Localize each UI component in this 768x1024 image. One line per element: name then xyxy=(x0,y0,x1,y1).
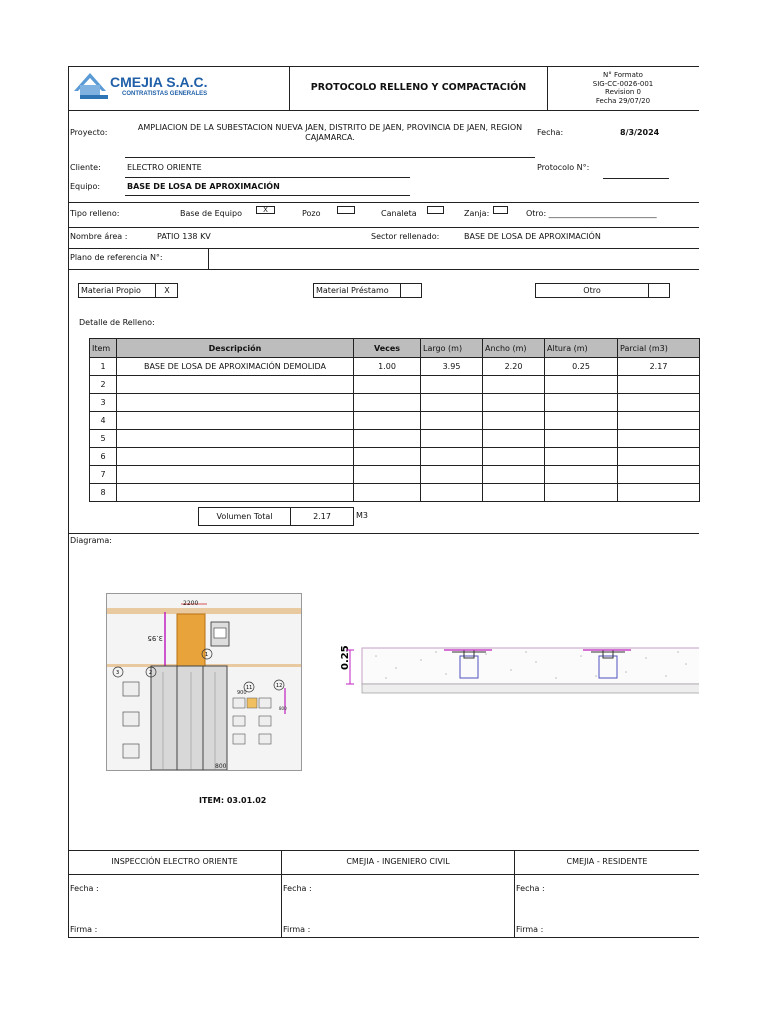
table-cell: 3 xyxy=(90,394,117,412)
format-code: SIG-CC-0026-001 xyxy=(592,79,654,88)
column-header: Altura (m) xyxy=(545,339,618,358)
svg-text:2200: 2200 xyxy=(183,600,199,607)
table-cell xyxy=(483,394,545,412)
table-cell: 5 xyxy=(90,430,117,448)
material-propio[interactable] xyxy=(78,283,178,298)
table-cell xyxy=(618,376,700,394)
table-cell xyxy=(117,484,354,502)
date-label: Fecha: xyxy=(537,128,564,137)
table-cell xyxy=(354,430,421,448)
table-row xyxy=(90,376,700,394)
table-cell xyxy=(117,412,354,430)
area-value: PATIO 138 KV xyxy=(157,232,211,241)
table-cell xyxy=(545,376,618,394)
project-value: AMPLIACION DE LA SUBESTACION NUEVA JAEN, DISTRITO DE JAEN, PROVINCIA DE JAEN, REGION CAJAMARCA. xyxy=(137,123,523,142)
table-cell: 2 xyxy=(90,376,117,394)
svg-text:900: 900 xyxy=(237,690,247,696)
fill-type-checkbox-zanja[interactable] xyxy=(493,206,508,214)
client-label: Cliente: xyxy=(70,163,101,172)
table-cell xyxy=(483,376,545,394)
protocol-label: Protocolo N°: xyxy=(537,163,590,172)
table-cell: 2.17 xyxy=(618,358,700,376)
svg-text:12: 12 xyxy=(276,683,283,689)
project-label: Proyecto: xyxy=(70,128,108,137)
table-cell xyxy=(483,448,545,466)
table-cell xyxy=(421,448,483,466)
table-cell xyxy=(618,394,700,412)
format-number-label: N° Formato xyxy=(603,71,643,79)
table-cell xyxy=(421,484,483,502)
table-cell xyxy=(618,448,700,466)
area-label: Nombre área : xyxy=(70,232,128,241)
table-cell: BASE DE LOSA DE APROXIMACIÓN DEMOLIDA xyxy=(117,358,354,376)
table-row xyxy=(90,358,700,376)
table-cell xyxy=(545,484,618,502)
material-propio-mark: X xyxy=(164,286,170,295)
table-cell xyxy=(545,466,618,484)
document-frame xyxy=(68,66,699,938)
equipment-value: BASE DE LOSA DE APROXIMACIÓN xyxy=(127,182,280,191)
format-revision: Revision 0 xyxy=(605,88,641,96)
fill-type-option-label: Zanja: xyxy=(464,209,490,218)
table-cell xyxy=(421,412,483,430)
fill-type-checkbox-pozo[interactable] xyxy=(337,206,355,214)
table-cell xyxy=(354,412,421,430)
diagram-label: Diagrama: xyxy=(70,536,112,545)
company-logo xyxy=(72,69,212,101)
table-row xyxy=(90,394,700,412)
client-value: ELECTRO ORIENTE xyxy=(127,163,202,172)
total-volume-label: Volumen Total xyxy=(198,507,291,526)
table-cell xyxy=(117,394,354,412)
table-cell xyxy=(545,448,618,466)
table-row xyxy=(90,466,700,484)
svg-text:11: 11 xyxy=(246,685,253,691)
table-row xyxy=(90,484,700,502)
material-propio-label: Material Propio xyxy=(81,286,141,295)
table-cell xyxy=(483,466,545,484)
table-cell xyxy=(354,376,421,394)
svg-text:1: 1 xyxy=(205,652,209,658)
fill-type-other: Otro: ___________________________ xyxy=(526,209,657,218)
document-title: PROTOCOLO RELLENO Y COMPACTACIÓN xyxy=(310,82,527,93)
table-cell: 7 xyxy=(90,466,117,484)
svg-text:3: 3 xyxy=(116,670,120,676)
table-cell: 1.00 xyxy=(354,358,421,376)
svg-text:800: 800 xyxy=(215,763,227,770)
table-cell xyxy=(117,466,354,484)
table-cell xyxy=(545,394,618,412)
section-view-drawing xyxy=(326,638,724,700)
sector-value: BASE DE LOSA DE APROXIMACIÓN xyxy=(464,232,601,241)
table-cell xyxy=(421,430,483,448)
signature-date-label: Fecha : xyxy=(283,884,312,893)
equipment-label: Equipo: xyxy=(70,182,101,191)
fill-detail-table xyxy=(89,338,700,502)
table-cell xyxy=(354,448,421,466)
table-cell: 2.20 xyxy=(483,358,545,376)
table-cell xyxy=(117,430,354,448)
material-prestamo[interactable] xyxy=(313,283,422,298)
plan-view-drawing xyxy=(106,593,302,771)
table-cell: 3.95 xyxy=(421,358,483,376)
fill-type-checkbox-canaleta[interactable] xyxy=(427,206,444,214)
signature-sign-label: Firma : xyxy=(516,925,544,934)
table-cell: 8 xyxy=(90,484,117,502)
table-cell xyxy=(354,394,421,412)
table-cell xyxy=(483,430,545,448)
table-row xyxy=(90,430,700,448)
table-cell xyxy=(117,448,354,466)
column-header: Item xyxy=(90,339,117,358)
column-header: Ancho (m) xyxy=(483,339,545,358)
table-cell xyxy=(421,376,483,394)
material-otro-label: Otro xyxy=(583,286,601,295)
signature-date-label: Fecha : xyxy=(516,884,545,893)
table-cell xyxy=(618,484,700,502)
svg-text:0.25: 0.25 xyxy=(340,645,351,670)
svg-text:2: 2 xyxy=(149,670,153,676)
table-cell xyxy=(483,484,545,502)
svg-text:800: 800 xyxy=(279,706,287,711)
column-header: Veces xyxy=(354,339,421,358)
total-volume-value: 2.17 xyxy=(290,507,354,526)
format-info xyxy=(548,71,698,105)
column-header: Descripción xyxy=(117,339,354,358)
table-cell xyxy=(545,412,618,430)
table-cell: 1 xyxy=(90,358,117,376)
signature-sign-label: Firma : xyxy=(283,925,311,934)
column-header: Parcial (m3) xyxy=(618,339,700,358)
signature-sign-label: Firma : xyxy=(70,925,98,934)
table-cell: 4 xyxy=(90,412,117,430)
item-code-label: ITEM: 03.01.02 xyxy=(199,796,267,805)
table-row xyxy=(90,448,700,466)
table-header-row xyxy=(90,339,700,358)
format-date: Fecha 29/07/20 xyxy=(595,96,651,105)
table-cell: 0.25 xyxy=(545,358,618,376)
company-subtitle: CONTRATISTAS GENERALES xyxy=(122,91,208,97)
signature-title-engineer: CMEJIA - INGENIERO CIVIL xyxy=(346,857,450,866)
table-cell xyxy=(618,412,700,430)
table-cell xyxy=(354,466,421,484)
table-cell: 6 xyxy=(90,448,117,466)
reference-plan-label: Plano de referencia N°: xyxy=(70,253,163,262)
sector-label: Sector rellenado: xyxy=(371,232,440,241)
table-cell xyxy=(354,484,421,502)
table-cell xyxy=(483,412,545,430)
signature-title-resident: CMEJIA - RESIDENTE xyxy=(566,857,648,866)
table-cell xyxy=(421,466,483,484)
signature-title-inspection: INSPECCIÓN ELECTRO ORIENTE xyxy=(111,857,238,866)
table-row xyxy=(90,412,700,430)
table-cell xyxy=(545,430,618,448)
column-header: Largo (m) xyxy=(421,339,483,358)
svg-text:3.95: 3.95 xyxy=(147,634,163,642)
fill-type-checkbox-base[interactable]: X xyxy=(256,206,275,214)
fill-type-option-label: Base de Equipo xyxy=(180,209,242,218)
material-otro[interactable] xyxy=(535,283,670,298)
company-name: CMEJIA S.A.C. xyxy=(110,74,208,90)
fill-type-option-label: Canaleta xyxy=(381,209,417,218)
fill-detail-label: Detalle de Relleno: xyxy=(79,318,155,327)
fill-type-label: Tipo relleno: xyxy=(70,209,120,218)
table-cell xyxy=(618,466,700,484)
total-volume-unit: M3 xyxy=(356,511,368,520)
date-value: 8/3/2024 xyxy=(620,128,660,137)
material-prestamo-label: Material Préstamo xyxy=(316,286,389,295)
signature-date-label: Fecha : xyxy=(70,884,99,893)
fill-type-option-label: Pozo xyxy=(302,209,321,218)
table-cell xyxy=(421,394,483,412)
table-cell xyxy=(117,376,354,394)
table-cell xyxy=(618,430,700,448)
